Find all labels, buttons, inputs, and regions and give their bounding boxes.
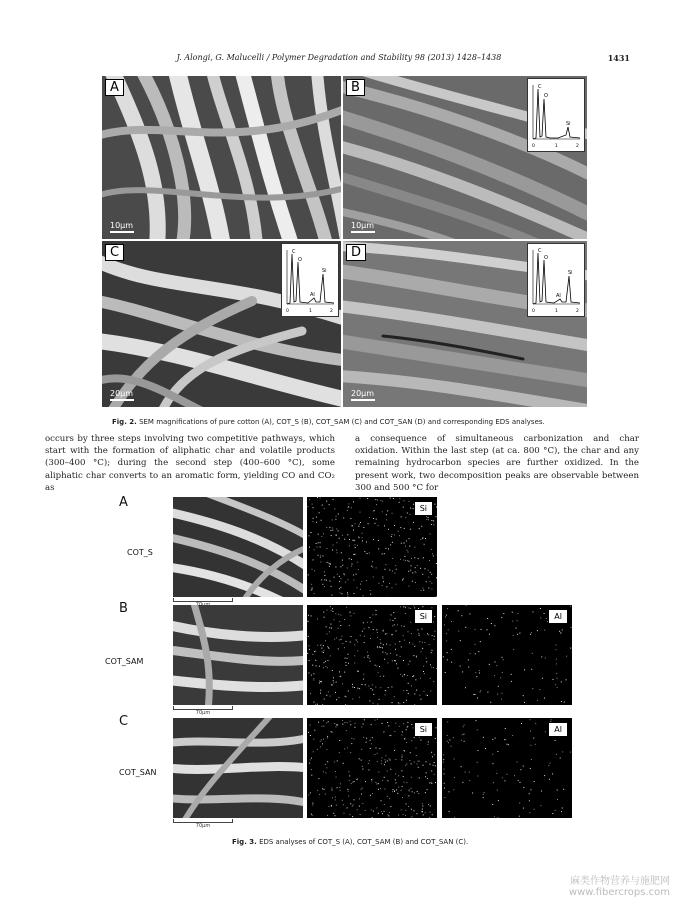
caption-text: EDS analyses of COT_S (A), COT_SAM (B) and COT_SAN (C). bbox=[259, 838, 469, 846]
fiber-image-b bbox=[173, 605, 303, 705]
scale-bar-label: 10μm bbox=[351, 221, 375, 233]
journal-citation: J. Alongi, G. Malucelli / Polymer Degradation and Stability 98 (2013) 1428–1438 bbox=[176, 53, 502, 62]
sem-panel-a bbox=[102, 76, 341, 239]
body-column-right: a consequence of simultaneous carbonization and char oxidation. Within the last step (at ca. 800 °C), the char and any remaining hydrocarbon species are further oxidized. In the present work, two decomposition peaks are observable between 300 and 500 °C for bbox=[355, 434, 639, 493]
eds-tick: 0 bbox=[532, 309, 535, 314]
eds-peak-label: C bbox=[538, 84, 542, 90]
eds-tick: 2 bbox=[576, 144, 579, 149]
eds-plot bbox=[282, 244, 338, 316]
fiber-photo bbox=[173, 605, 303, 705]
fiber-image-a bbox=[173, 497, 303, 597]
eds-map-b-al bbox=[442, 605, 572, 705]
eds-tick: 2 bbox=[576, 309, 579, 314]
scale-bar-label: 10μm bbox=[110, 221, 134, 233]
panel-letter: B bbox=[346, 79, 365, 96]
row-letter-b: B bbox=[119, 601, 128, 616]
eds-tick: 0 bbox=[532, 144, 535, 149]
sem-panel-b bbox=[343, 76, 587, 239]
fiber-image-c bbox=[173, 718, 303, 818]
running-header bbox=[0, 53, 678, 67]
eds-peak-label: C bbox=[292, 249, 296, 255]
watermark-chinese: 麻类作物营养与施肥网 bbox=[570, 876, 670, 887]
eds-map-b-si bbox=[307, 605, 437, 705]
eds-spectrum-d bbox=[527, 243, 585, 317]
sem-panel-d bbox=[343, 241, 587, 407]
eds-peak-label: Si bbox=[566, 121, 571, 127]
eds-spectrum-c bbox=[281, 243, 339, 317]
scale-bar-label: 20μm bbox=[110, 389, 134, 401]
eds-peak-label: O bbox=[544, 255, 548, 261]
eds-peak-label: O bbox=[298, 257, 302, 263]
sem-panel-c bbox=[102, 241, 341, 407]
eds-peak-label: O bbox=[544, 93, 548, 99]
eds-peak-label: Si bbox=[568, 270, 573, 276]
panel-letter: A bbox=[105, 79, 124, 96]
page-number: 1431 bbox=[607, 53, 630, 63]
panel-letter: C bbox=[105, 244, 124, 261]
fiber-photo bbox=[173, 718, 303, 818]
fiber-photo bbox=[173, 497, 303, 597]
eds-peak-label: Al bbox=[556, 293, 561, 299]
eds-spectrum-b bbox=[527, 78, 585, 152]
eds-plot bbox=[528, 244, 584, 316]
eds-tick: 2 bbox=[330, 309, 333, 314]
eds-tick: 1 bbox=[555, 309, 558, 314]
watermark-url: www.fibercrops.com bbox=[568, 887, 670, 898]
row-label-b: COT_SAM bbox=[105, 657, 144, 666]
eds-tick: 1 bbox=[309, 309, 312, 314]
eds-peak-label: C bbox=[538, 248, 542, 254]
sem-image-a bbox=[102, 76, 341, 239]
panel-letter: D bbox=[346, 244, 366, 261]
eds-plot bbox=[528, 79, 584, 151]
eds-tick: 0 bbox=[286, 309, 289, 314]
scale-bar-label: 20μm bbox=[351, 389, 375, 401]
caption-label: Fig. 3. bbox=[232, 838, 257, 846]
site-watermark bbox=[470, 872, 670, 898]
eds-map-c-si bbox=[307, 718, 437, 818]
eds-tick: 1 bbox=[555, 144, 558, 149]
element-label: Si bbox=[414, 501, 433, 516]
figure-2-caption bbox=[112, 418, 592, 426]
figure-3-caption bbox=[232, 838, 532, 846]
scale-bar: 70μm bbox=[173, 706, 233, 716]
caption-label: Fig. 2. bbox=[112, 418, 137, 426]
row-label-a: COT_S bbox=[127, 548, 153, 557]
body-column-left: occurs by three steps involving two competitive pathways, which start with the formation of aliphatic char and volatile products (300–400 °C); during the second step (400–600 °C), some aliphatic char converts to an aromatic form, yielding CO and CO₂ as bbox=[45, 434, 335, 493]
element-label: Si bbox=[414, 722, 433, 737]
caption-text: SEM magnifications of pure cotton (A), COT_S (B), COT_SAM (C) and COT_SAN (D) and corresponding EDS analyses. bbox=[139, 418, 545, 426]
row-letter-c: C bbox=[119, 714, 129, 729]
eds-map-c-al bbox=[442, 718, 572, 818]
element-label: Al bbox=[548, 609, 568, 624]
eds-peak-label: Al bbox=[310, 292, 315, 298]
eds-map-a-si bbox=[307, 497, 437, 597]
row-label-c: COT_SAN bbox=[119, 768, 157, 777]
element-label: Si bbox=[414, 609, 433, 624]
row-letter-a: A bbox=[119, 495, 128, 510]
scale-bar: 70μm bbox=[173, 819, 233, 829]
element-label: Al bbox=[548, 722, 568, 737]
eds-peak-label: Si bbox=[322, 268, 327, 274]
